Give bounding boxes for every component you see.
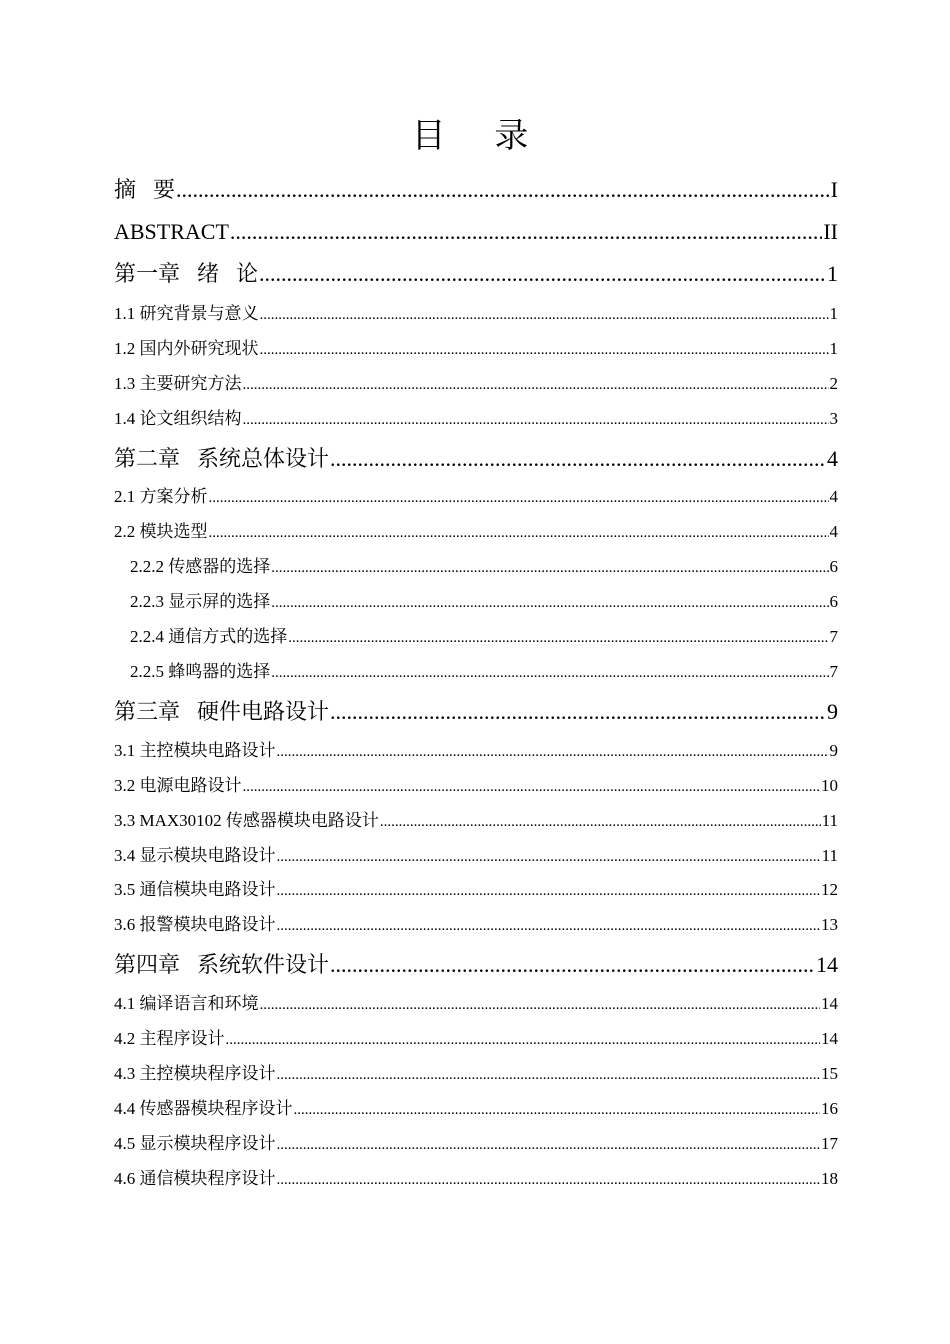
- toc-leader-dots: [230, 217, 822, 247]
- toc-page-number: 9: [827, 699, 838, 724]
- toc-page-number: 6: [829, 557, 838, 576]
- toc-entry-2-2-4[interactable]: [130, 625, 838, 649]
- toc-entry-label: 3.3 MAX30102 传感器模块电路设计: [114, 811, 379, 830]
- toc-entry-label: 摘 要: [114, 178, 175, 203]
- toc-page-number: 11: [821, 811, 838, 830]
- toc-entry-label: 3.1 主控模块电路设计: [114, 741, 276, 760]
- toc-page-number: 4: [827, 446, 838, 471]
- toc-leader-dots: [277, 1133, 821, 1156]
- toc-page-number: 15: [821, 1064, 838, 1083]
- toc-leader-dots: [330, 697, 826, 727]
- toc-page-number: 3: [829, 409, 838, 428]
- toc-entry-2-2[interactable]: [114, 520, 838, 544]
- toc-leader-dots: [260, 993, 821, 1016]
- toc-entry-4-4[interactable]: [114, 1097, 838, 1121]
- toc-entry-label: 第三章 硬件电路设计: [114, 700, 329, 725]
- toc-entry-3-2[interactable]: [114, 774, 838, 798]
- toc-leader-dots: [209, 521, 829, 544]
- toc-page-number: 6: [829, 592, 838, 611]
- toc-page-number: 4: [829, 487, 838, 506]
- toc-entry-label: 2.2.3 显示屏的选择: [130, 592, 271, 611]
- toc-entry-label: 3.5 通信模块电路设计: [114, 880, 276, 899]
- toc-page-number: 13: [821, 915, 838, 934]
- toc-leader-dots: [277, 740, 829, 763]
- toc-entry-label: 1.3 主要研究方法: [114, 374, 242, 393]
- toc-leader-dots: [259, 259, 826, 289]
- toc-page-number: 14: [821, 1029, 838, 1048]
- toc-entry-abstract-cn[interactable]: [114, 175, 838, 205]
- toc-entry-3-4[interactable]: [114, 844, 838, 868]
- toc-entry-label: 2.2.5 蜂鸣器的选择: [130, 662, 271, 681]
- toc-leader-dots: [226, 1028, 821, 1051]
- toc-entry-label: 2.2 模块选型: [114, 522, 208, 541]
- toc-entry-2-1[interactable]: [114, 485, 838, 509]
- toc-entry-4-1[interactable]: [114, 992, 838, 1016]
- toc-entry-4-2[interactable]: [114, 1027, 838, 1051]
- toc-entry-label: 3.4 显示模块电路设计: [114, 846, 276, 865]
- toc-entry-label: 4.5 显示模块程序设计: [114, 1134, 276, 1153]
- toc-entry-label: 1.1 研究背景与意义: [114, 304, 259, 323]
- toc-entry-chapter-4[interactable]: [114, 950, 838, 980]
- toc-entry-3-3[interactable]: [114, 809, 838, 833]
- toc-entry-4-5[interactable]: [114, 1132, 838, 1156]
- toc-leader-dots: [271, 591, 828, 614]
- toc-page-number: II: [823, 219, 838, 244]
- toc-entry-label: 3.2 电源电路设计: [114, 776, 242, 795]
- toc-entry-label: 4.3 主控模块程序设计: [114, 1064, 276, 1083]
- toc-entry-chapter-2[interactable]: [114, 444, 838, 474]
- toc-leader-dots: [271, 556, 828, 579]
- toc-entry-label: 4.2 主程序设计: [114, 1029, 225, 1048]
- toc-leader-dots: [277, 845, 821, 868]
- toc-leader-dots: [330, 444, 826, 474]
- toc-entry-3-5[interactable]: [114, 878, 838, 902]
- toc-page-number: 7: [829, 662, 838, 681]
- toc-entry-label: 3.6 报警模块电路设计: [114, 915, 276, 934]
- toc-entry-2-2-5[interactable]: [130, 660, 838, 684]
- toc-page-number: 2: [829, 374, 838, 393]
- toc-leader-dots: [260, 338, 829, 361]
- toc-page-number: 14: [816, 952, 838, 977]
- toc-entry-chapter-3[interactable]: [114, 697, 838, 727]
- toc-leader-dots: [294, 1098, 821, 1121]
- toc-leader-dots: [271, 661, 828, 684]
- toc-leader-dots: [330, 950, 815, 980]
- toc-entry-label: ABSTRACT: [114, 219, 229, 244]
- toc-page-number: 16: [821, 1099, 838, 1118]
- toc-page-number: 9: [829, 741, 838, 760]
- toc-page-number: 17: [821, 1134, 838, 1153]
- toc-leader-dots: [209, 486, 829, 509]
- toc-leader-dots: [176, 175, 830, 205]
- toc-entry-1-2[interactable]: [114, 337, 838, 361]
- toc-entry-1-1[interactable]: [114, 302, 838, 326]
- toc-entry-label: 2.2.4 通信方式的选择: [130, 627, 288, 646]
- toc-entry-chapter-1[interactable]: [114, 259, 838, 289]
- toc-leader-dots: [380, 810, 821, 833]
- toc-page-number: 1: [827, 261, 838, 286]
- toc-entry-1-4[interactable]: [114, 407, 838, 431]
- toc-entry-4-3[interactable]: [114, 1062, 838, 1086]
- toc-leader-dots: [277, 914, 821, 937]
- toc-page-number: 11: [821, 846, 838, 865]
- toc-entry-2-2-3[interactable]: [130, 590, 838, 614]
- toc-entry-1-3[interactable]: [114, 372, 838, 396]
- toc-page-number: 7: [829, 627, 838, 646]
- toc-entry-2-2-2[interactable]: [130, 555, 838, 579]
- toc-leader-dots: [243, 373, 829, 396]
- toc-leader-dots: [243, 408, 829, 431]
- toc-leader-dots: [277, 1063, 821, 1086]
- toc-entry-label: 第四章 系统软件设计: [114, 953, 329, 978]
- toc-page-number: 1: [829, 304, 838, 323]
- toc-title: 目 录: [411, 116, 539, 156]
- toc-leader-dots: [243, 775, 821, 798]
- toc-page-number: I: [830, 177, 838, 202]
- toc-entry-4-6[interactable]: [114, 1167, 838, 1191]
- toc-entry-label: 4.4 传感器模块程序设计: [114, 1099, 293, 1118]
- toc-entry-label: 第一章 绪 论: [114, 262, 258, 287]
- toc-page-number: 10: [821, 776, 838, 795]
- toc-page-number: 12: [821, 880, 838, 899]
- toc-entry-label: 1.2 国内外研究现状: [114, 339, 259, 358]
- toc-entry-3-1[interactable]: [114, 739, 838, 763]
- toc-page-number: 18: [821, 1169, 838, 1188]
- toc-entry-abstract-en[interactable]: [114, 217, 838, 247]
- toc-entry-label: 1.4 论文组织结构: [114, 409, 242, 428]
- toc-leader-dots: [260, 303, 829, 326]
- toc-entry-3-6[interactable]: [114, 913, 838, 937]
- toc-page-number: 4: [829, 522, 838, 541]
- toc-leader-dots: [277, 1168, 821, 1191]
- toc-entry-label: 4.1 编译语言和环境: [114, 994, 259, 1013]
- toc-entry-label: 2.1 方案分析: [114, 487, 208, 506]
- toc-entry-label: 2.2.2 传感器的选择: [130, 557, 271, 576]
- toc-leader-dots: [277, 879, 821, 902]
- toc-page-number: 1: [829, 339, 838, 358]
- toc-entry-label: 第二章 系统总体设计: [114, 447, 329, 472]
- toc-leader-dots: [288, 626, 828, 649]
- toc-page-number: 14: [821, 994, 838, 1013]
- toc-entry-label: 4.6 通信模块程序设计: [114, 1169, 276, 1188]
